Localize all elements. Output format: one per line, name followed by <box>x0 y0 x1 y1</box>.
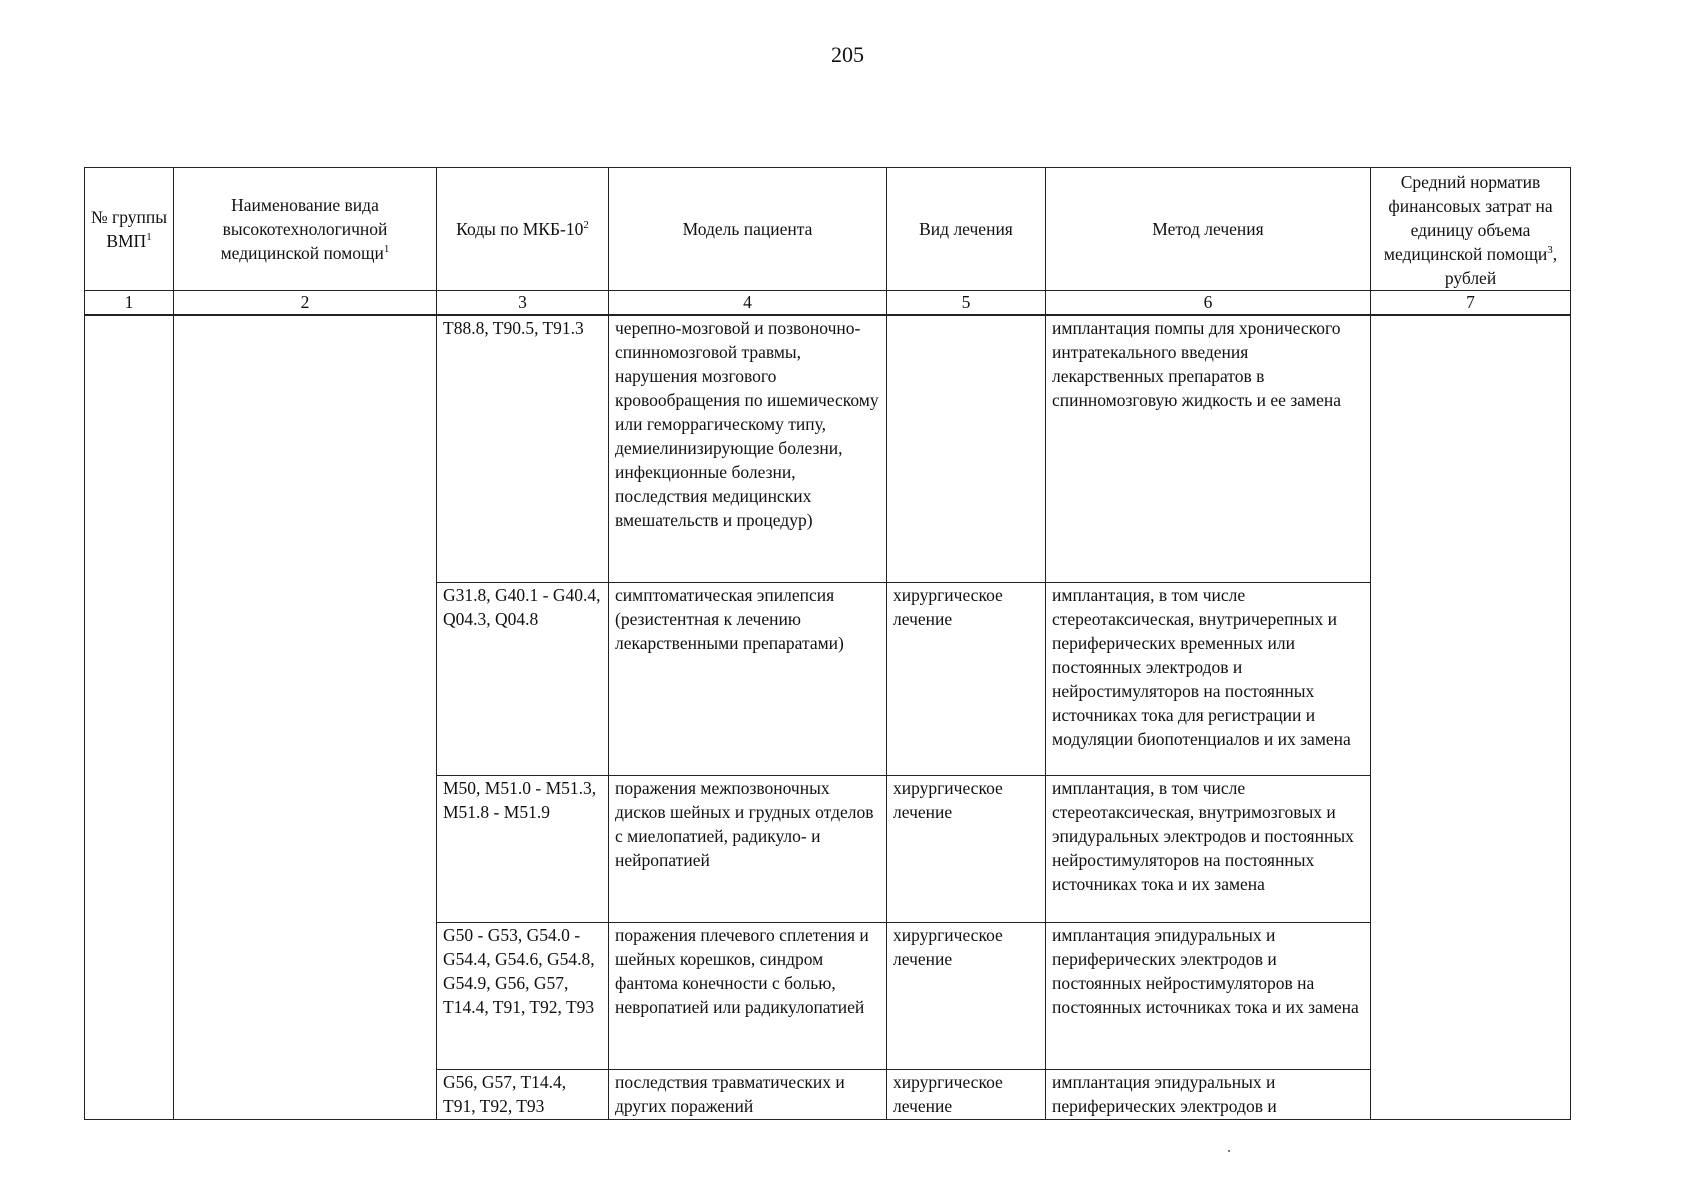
column-number-row <box>85 291 1571 316</box>
header-patient-model: Модель пациента <box>609 168 887 291</box>
icd-codes-cell: M50, M51.0 - M51.3, M51.8 - M51.9 <box>437 775 609 922</box>
header-average-cost: Средний норматив финансовых затрат на единицу объема медицинской помощи$^3$, рублей <box>1371 168 1571 291</box>
column-number: 2 <box>174 291 437 316</box>
page-number: 205 <box>831 42 864 67</box>
column-number: 7 <box>1371 291 1571 316</box>
patient-model-cell: черепно-мозговой и позвоночно-спинномозговой травмы, нарушения мозгового кровообращения по ишемическому или геморрагическому типу, демиелинизирующие болезни, инфекционные болезни, последствия медицинских вмешательств и процедур) <box>609 315 887 582</box>
treatment-type-cell: хирургическое лечение <box>887 582 1046 775</box>
vmp-table <box>84 167 1571 1120</box>
treatment-type-cell: хирургическое лечение <box>887 1069 1046 1119</box>
table-header-row <box>85 168 1571 291</box>
header-icd-codes: Коды по МКБ-$10^2$ <box>437 168 609 291</box>
treatment-type-cell: хирургическое лечение <box>887 922 1046 1069</box>
column-number: 3 <box>437 291 609 316</box>
header-vmp-name: Наименование вида высокотехнологичной медицинской помощи$^1$ <box>174 168 437 291</box>
column-number: 4 <box>609 291 887 316</box>
treatment-method-cell: имплантация эпидуральных и периферических электродов и постоянных нейростимуляторов на постоянных источниках тока и их замена <box>1046 922 1371 1069</box>
patient-model-cell: поражения межпозвоночных дисков шейных и грудных отделов с миелопатией, радикуло- и нейропатией <box>609 775 887 922</box>
icd-codes-cell: T88.8, T90.5, T91.3 <box>437 315 609 582</box>
header-vmp-group: № группы ВМП$^1$ <box>85 168 174 291</box>
treatment-method-cell: имплантация, в том числе стереотаксическая, внутричерепных и периферических временных или постоянных электродов и нейростимуляторов на постоянных источниках тока для регистрации и модуляции биопотенциалов и их замена <box>1046 582 1371 775</box>
treatment-method-cell: имплантация помпы для хронического интратекального введения лекарственных препаратов в спинномозговую жидкость и ее замена <box>1046 315 1371 582</box>
header-treatment-type: Вид лечения <box>887 168 1046 291</box>
column-number: 5 <box>887 291 1046 316</box>
group-cell <box>85 315 174 1119</box>
patient-model-cell: последствия травматических и других поражений <box>609 1069 887 1119</box>
column-number: 1 <box>85 291 174 316</box>
column-number: 6 <box>1046 291 1371 316</box>
patient-model-cell: симптоматическая эпилепсия (резистентная к лечению лекарственными препаратами) <box>609 582 887 775</box>
patient-model-cell: поражения плечевого сплетения и шейных корешков, синдром фантома конечности с болью, невропатией или радикулопатией <box>609 922 887 1069</box>
treatment-type-cell <box>887 315 1046 582</box>
treatment-type-cell: хирургическое лечение <box>887 775 1046 922</box>
treatment-method-cell: имплантация эпидуральных и периферических электродов и <box>1046 1069 1371 1119</box>
icd-codes-cell: G31.8, G40.1 - G40.4, Q04.3, Q04.8 <box>437 582 609 775</box>
icd-codes-cell: G56, G57, T14.4, T91, T92, T93 <box>437 1069 609 1119</box>
vmp-name-cell <box>174 315 437 1119</box>
header-treatment-method: Метод лечения <box>1046 168 1371 291</box>
cost-cell <box>1371 315 1571 1119</box>
treatment-method-cell: имплантация, в том числе стереотаксическая, внутримозговых и эпидуральных электродов и постоянных нейростимуляторов на постоянных источниках тока и их замена <box>1046 775 1371 922</box>
icd-codes-cell: G50 - G53, G54.0 - G54.4, G54.6, G54.8, G54.9, G56, G57, T14.4, T91, T92, T93 <box>437 922 609 1069</box>
table-row <box>85 315 1571 582</box>
scan-speck <box>1228 1150 1230 1152</box>
